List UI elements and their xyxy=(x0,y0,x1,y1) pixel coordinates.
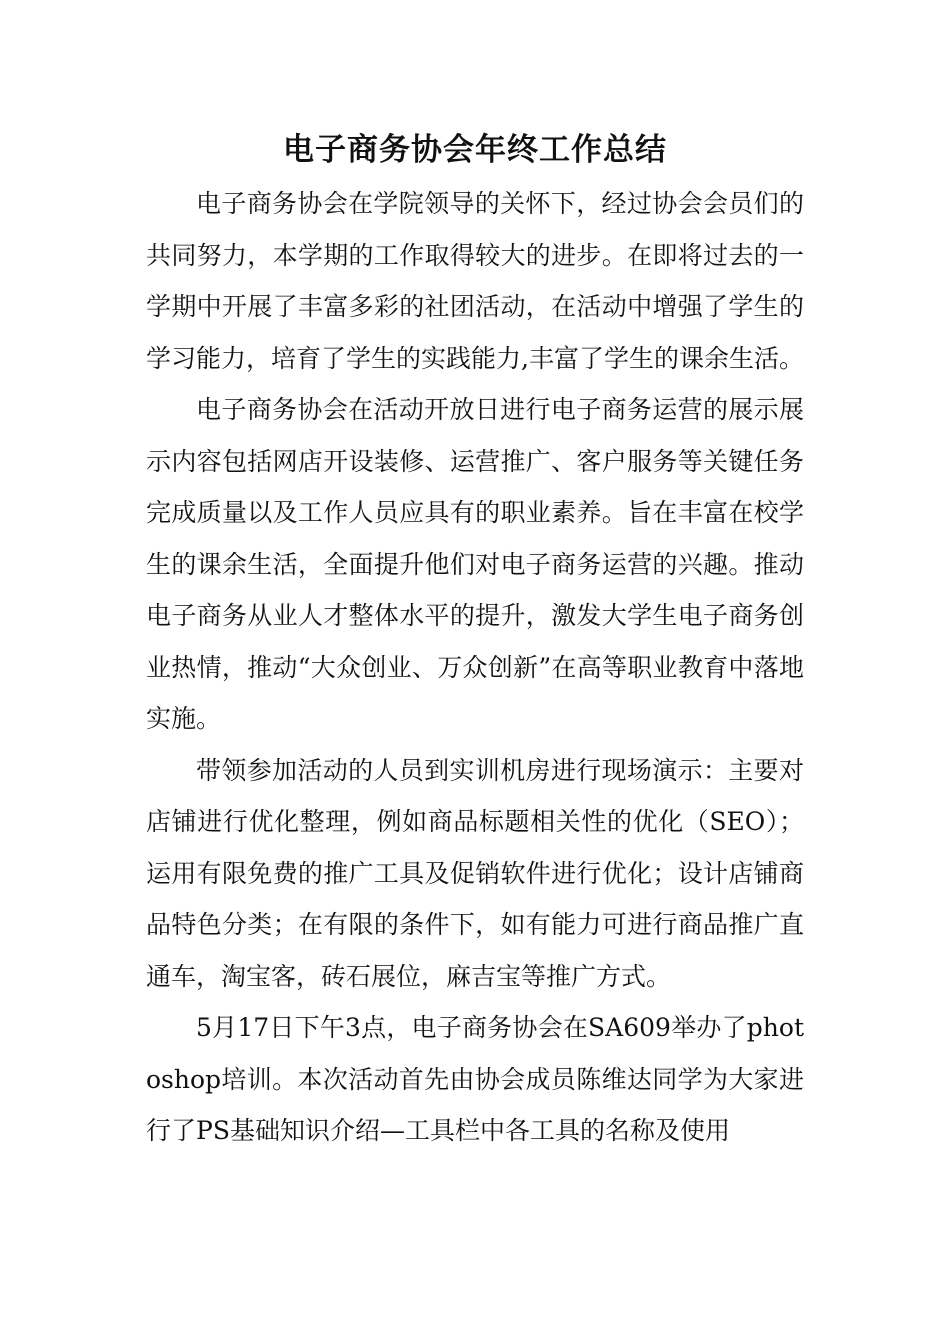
paragraph-open-day: 电子商务协会在活动开放日进行电子商务运营的展示展示内容包括网店开设装修、运营推广、客户服务等关键任务完成质量以及工作人员应具有的职业素养。旨在丰富在校学生的课余生活，全面提升他们对电子商务运营的兴趣。推动电子商务从业人才整体水平的提升，激发大学生电子商务创业热情，推动“大众创业、万众创新”在高等职业教育中落地实施。 xyxy=(146,395,804,733)
paragraph-photoshop-training: 5月17日下午3点，电子商务协会在SA609举办了photoshop培训。本次活动首先由协会成员陈维达同学为大家进行了PS基础知识介绍—工具栏中各工具的名称及使用 xyxy=(146,1013,804,1145)
paragraph-intro: 电子商务协会在学院领导的关怀下，经过协会会员们的共同努力，本学期的工作取得较大的进步。在即将过去的一学期中开展了丰富多彩的社团活动，在活动中增强了学生的学习能力，培育了学生的实践能力,丰富了学生的课余生活。 xyxy=(146,189,804,373)
paragraph-demo: 带领参加活动的人员到实训机房进行现场演示：主要对店铺进行优化整理，例如商品标题相关性的优化（SEO）；运用有限免费的推广工具及促销软件进行优化；设计店铺商品特色分类；在有限的条件下，如有能力可进行商品推广直通车，淘宝客，砖石展位，麻吉宝等推广方式。 xyxy=(146,755,804,991)
document-title: 电子商务协会年终工作总结 xyxy=(283,132,667,168)
